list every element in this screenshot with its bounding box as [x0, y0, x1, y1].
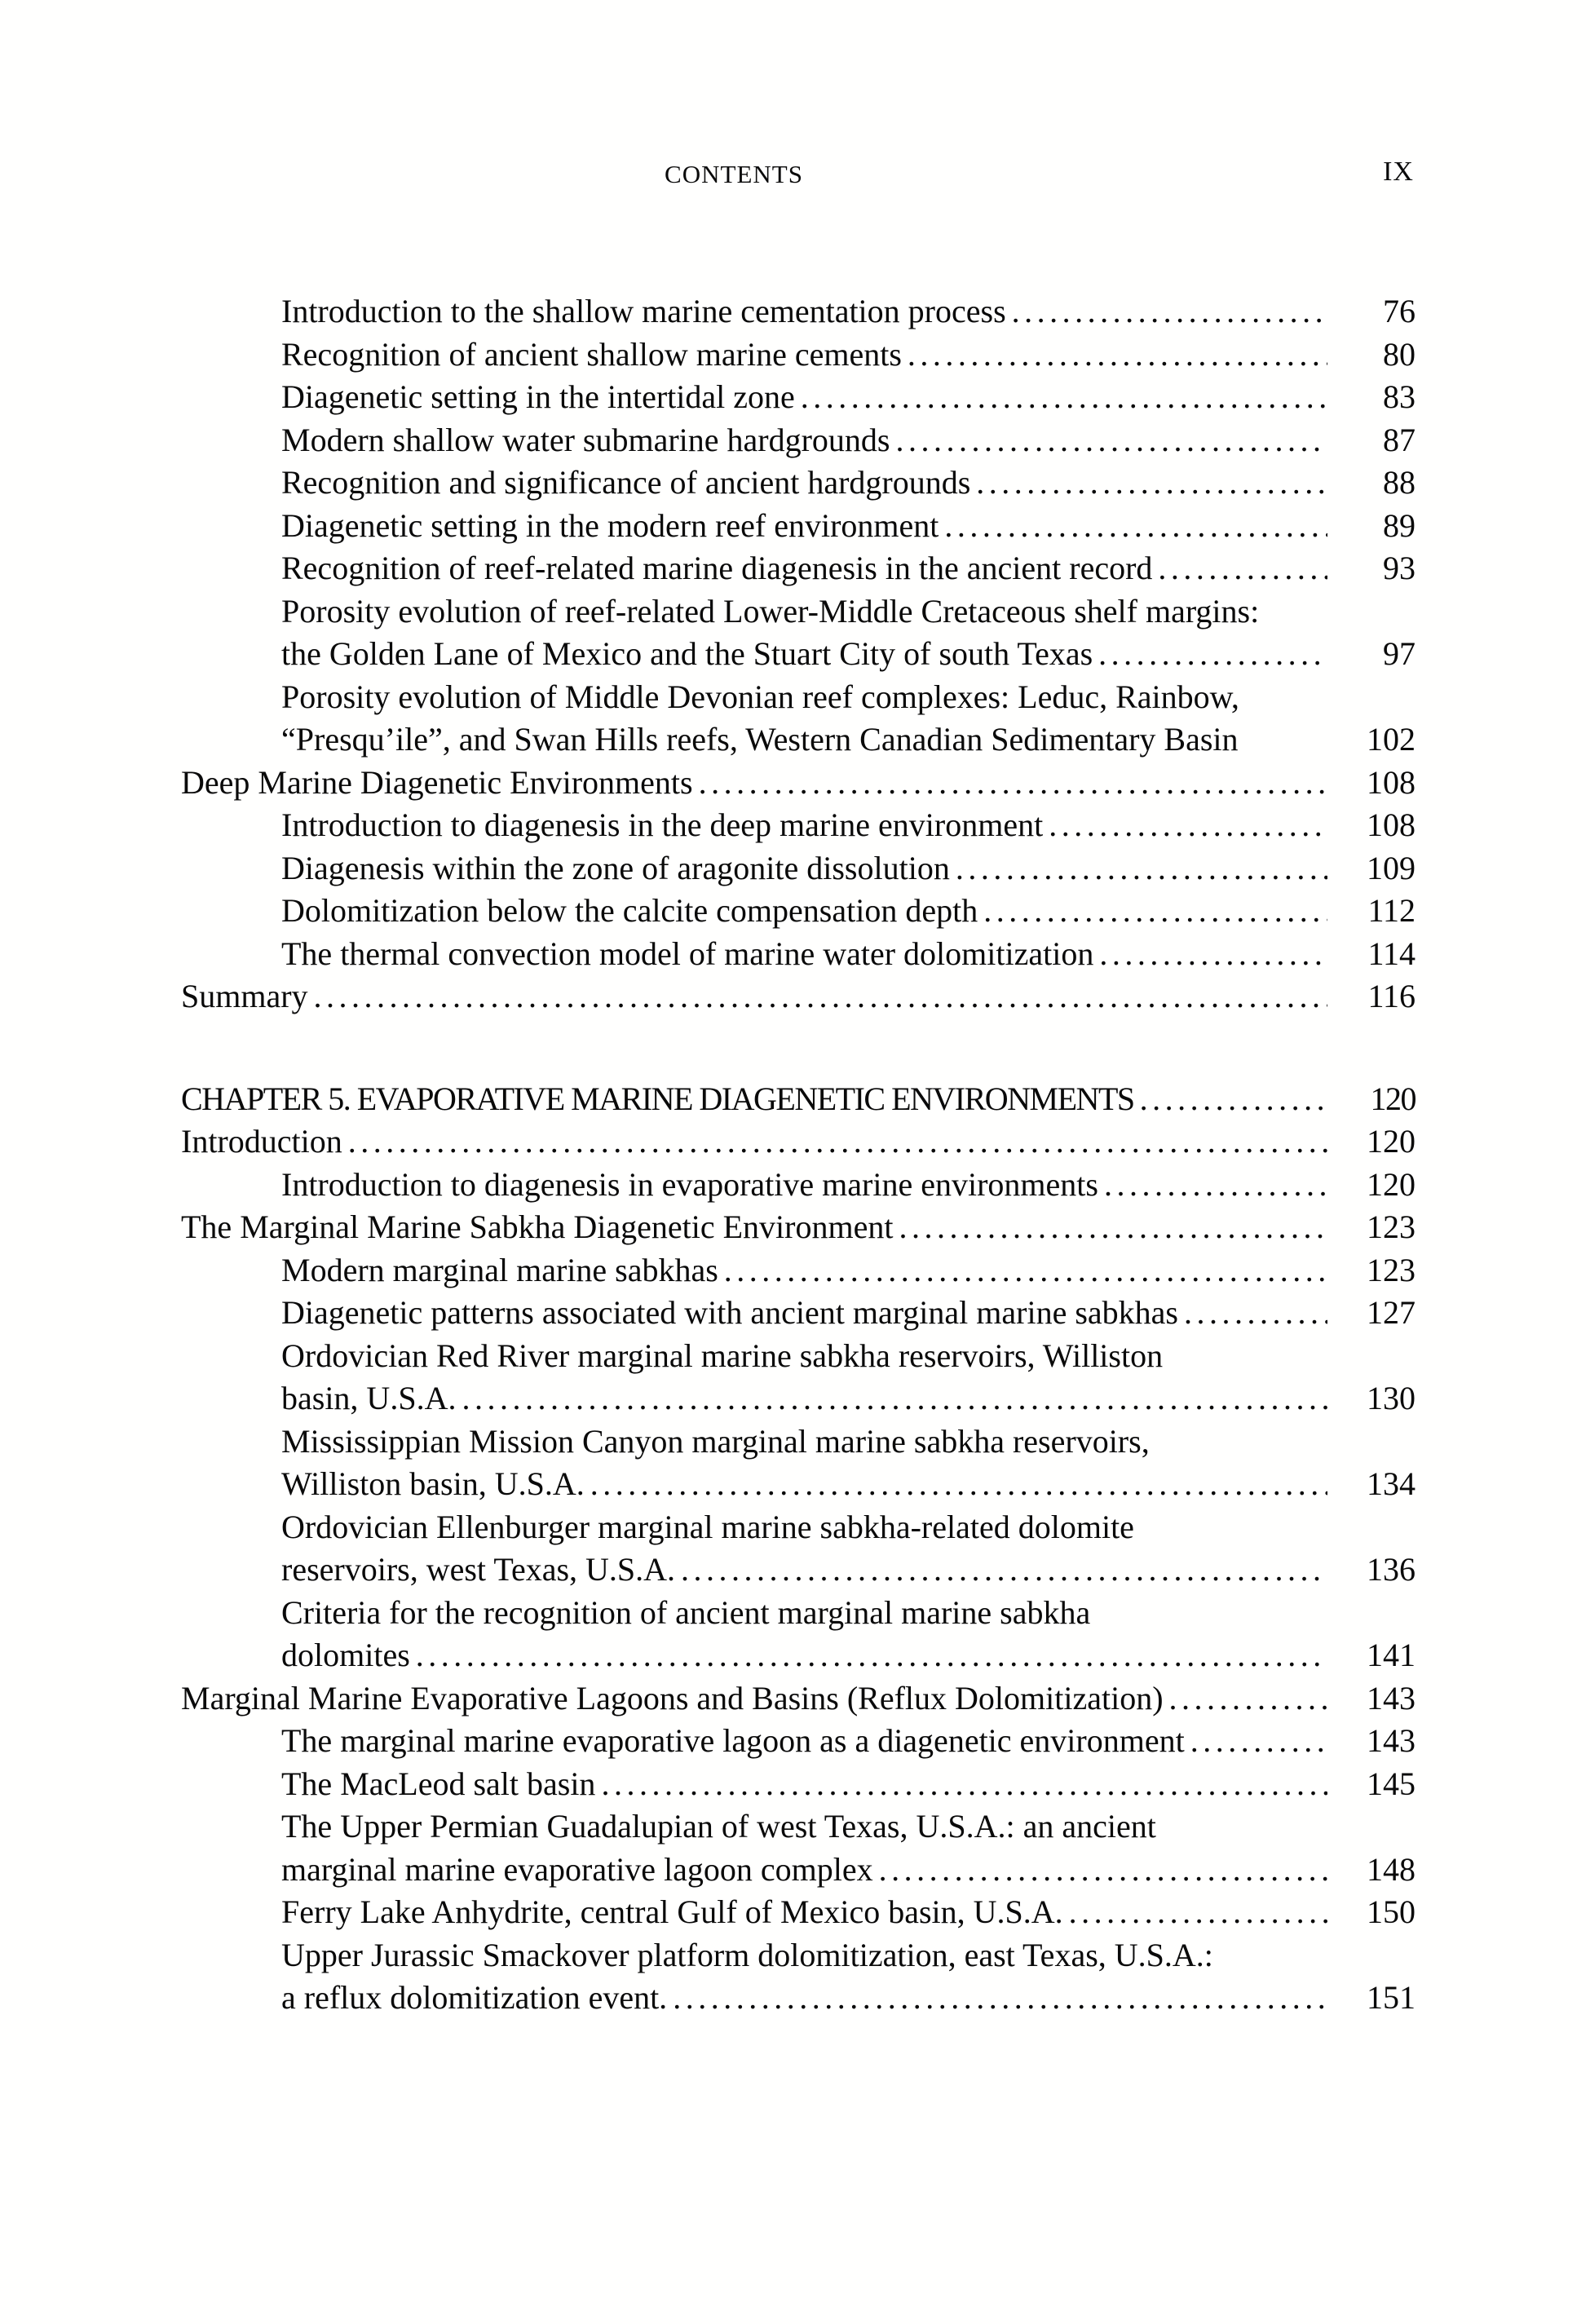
toc-entry-text: Porosity evolution of Middle Devonian reef complexes: Leduc, Rainbow, [281, 678, 1239, 715]
toc-entry [181, 1078, 1416, 1121]
dot-leader [314, 975, 1327, 1018]
dot-leader [1069, 1891, 1327, 1934]
toc-page-number: 89 [1383, 506, 1416, 544]
toc-entry-text: Ordovician Red River marginal marine sabkha reservoirs, Williston [281, 1337, 1164, 1374]
toc-entry-text: Marginal Marine Evaporative Lagoons and Basins (Reflux Dolomitization) [181, 1679, 1164, 1716]
toc-entry [181, 290, 1416, 334]
dot-leader [673, 1977, 1327, 2020]
toc-page-number: 76 [1383, 293, 1416, 329]
toc-page-number: 123 [1367, 1251, 1416, 1288]
toc-entry [181, 419, 1416, 462]
toc-entry-text: the Golden Lane of Mexico and the Stuart City of south Texas [281, 635, 1093, 672]
toc-entry-text: Introduction to the shallow marine cementation process [281, 293, 1006, 329]
toc-entry-text: Ordovician Ellenburger marginal marine sabkha-related dolomite [281, 1508, 1134, 1545]
toc-page-number: 148 [1367, 1850, 1416, 1888]
toc-entry [181, 1634, 1416, 1677]
toc-entry-text: CHAPTER 5. EVAPORATIVE MARINE DIAGENETIC ENVIRONMENTS [181, 1080, 1134, 1117]
dot-leader [1158, 547, 1327, 590]
toc-entry [181, 1805, 1416, 1849]
toc-entry-text: Mississippian Mission Canyon marginal marine sabkha reservoirs, [281, 1422, 1150, 1460]
toc-entry [181, 547, 1416, 590]
toc-entry [181, 1549, 1416, 1592]
toc-entry-text: Diagenesis within the zone of aragonite dissolution [281, 849, 950, 886]
toc-entry [181, 334, 1416, 377]
toc-entry-text: Modern marginal marine sabkhas [281, 1251, 718, 1288]
toc-entry-text: Criteria for the recognition of ancient marginal marine sabkha [281, 1593, 1091, 1631]
dot-leader [1190, 1720, 1327, 1763]
dot-leader [908, 334, 1327, 377]
toc-entry-text: basin, U.S.A. [281, 1380, 457, 1416]
dot-leader [879, 1849, 1327, 1892]
toc-entry-text: Williston basin, U.S.A. [281, 1465, 585, 1502]
toc-entry [181, 1934, 1416, 1977]
dot-leader [1140, 1078, 1327, 1121]
toc-entry-text: Modern shallow water submarine hardgrounds [281, 421, 890, 458]
toc-entry-text: Recognition and significance of ancient hardgrounds [281, 464, 971, 501]
toc-entry-text: Ferry Lake Anhydrite, central Gulf of Mexico basin, U.S.A. [281, 1893, 1063, 1930]
toc-entry-text: The Upper Permian Guadalupian of west Texas, U.S.A.: an ancient [281, 1808, 1156, 1845]
toc-entry-text: The marginal marine evaporative lagoon as a diagenetic environment [281, 1722, 1185, 1759]
toc-page-number: 83 [1383, 378, 1416, 415]
dot-leader [1012, 290, 1327, 334]
dot-leader [601, 1763, 1327, 1806]
toc-entry-text: marginal marine evaporative lagoon complex [281, 1850, 873, 1888]
toc-page-number: 134 [1367, 1465, 1416, 1502]
toc-entry [181, 1120, 1416, 1164]
dot-leader [681, 1549, 1327, 1592]
toc-entry [181, 376, 1416, 419]
toc-entry [181, 1592, 1416, 1635]
toc-entry [181, 590, 1416, 634]
dot-leader [590, 1463, 1327, 1506]
toc-entry [181, 1677, 1416, 1721]
toc-page-number: 143 [1367, 1679, 1416, 1716]
dot-leader [416, 1634, 1327, 1677]
toc-page-number: 93 [1383, 550, 1416, 586]
dot-leader [348, 1120, 1327, 1164]
toc-page-number: 109 [1367, 849, 1416, 886]
dot-leader [899, 1206, 1327, 1249]
toc-entry [181, 1335, 1416, 1378]
toc-entry [181, 762, 1416, 805]
toc-entry [181, 890, 1416, 933]
toc-entry [181, 505, 1416, 548]
toc-page-number: 150 [1367, 1893, 1416, 1930]
toc-page-number: 141 [1367, 1637, 1416, 1673]
toc-entry-text: The MacLeod salt basin [281, 1765, 596, 1802]
dot-leader [956, 847, 1327, 890]
dot-leader [699, 762, 1327, 805]
dot-leader [1169, 1677, 1327, 1721]
toc-entry [181, 718, 1416, 762]
dot-leader [895, 419, 1327, 462]
toc-entry-text: Introduction [181, 1123, 342, 1160]
toc-page-number: 80 [1383, 335, 1416, 373]
folio-page-number: IX [1383, 157, 1414, 187]
dot-leader [1104, 1164, 1327, 1207]
toc-page-number: 88 [1383, 464, 1416, 501]
toc-entry-text: Diagenetic setting in the modern reef environment [281, 506, 939, 544]
toc-entry [181, 1377, 1416, 1420]
toc-entry [181, 1977, 1416, 2020]
toc-page-number: 120 [1367, 1165, 1416, 1203]
toc-entry [181, 676, 1416, 719]
dot-leader [801, 376, 1327, 419]
dot-leader [1184, 1292, 1327, 1335]
toc-page-number: 136 [1367, 1551, 1416, 1588]
toc-entry-text: Introduction to diagenesis in the deep marine environment [281, 806, 1044, 843]
toc-entry [181, 1292, 1416, 1335]
toc-entry-text: “Presqu’ile”, and Swan Hills reefs, Western Canadian Sedimentary Basin [281, 721, 1239, 758]
dot-leader [944, 505, 1327, 548]
toc-page-number: 120 [1370, 1080, 1416, 1117]
toc-entry-text: a reflux dolomitization event. [281, 1979, 668, 2016]
toc-page-number: 143 [1367, 1722, 1416, 1759]
toc-page-number: 97 [1383, 635, 1416, 672]
toc-entry [181, 1720, 1416, 1763]
toc-entry-text: dolomites [281, 1637, 410, 1673]
toc-page-number: 116 [1367, 978, 1416, 1014]
dot-leader [462, 1377, 1327, 1420]
toc-page-number: 145 [1367, 1765, 1416, 1802]
dot-leader [1099, 933, 1327, 976]
toc-page-number: 130 [1367, 1380, 1416, 1416]
toc-page-number: 151 [1367, 1979, 1416, 2016]
toc-entry [181, 1206, 1416, 1249]
toc-page-number: 114 [1367, 934, 1416, 972]
toc-entry [181, 975, 1416, 1018]
toc-entry-text: Dolomitization below the calcite compensation depth [281, 892, 978, 929]
toc-entry [181, 462, 1416, 505]
dot-leader [1049, 804, 1327, 847]
dot-leader [983, 890, 1327, 933]
toc-entry [181, 1506, 1416, 1549]
toc-entry-text: Deep Marine Diagenetic Environments [181, 763, 693, 801]
toc-entry [181, 804, 1416, 847]
dot-leader [1098, 633, 1327, 676]
toc-entry [181, 633, 1416, 676]
toc-entry [181, 847, 1416, 890]
toc-entry-text: Recognition of reef-related marine diagenesis in the ancient record [281, 550, 1153, 586]
toc-entry [181, 1164, 1416, 1207]
toc-page-number: 127 [1367, 1294, 1416, 1331]
toc-page-number: 112 [1367, 892, 1416, 929]
toc-page-number: 102 [1367, 721, 1416, 758]
toc-entry [181, 1249, 1416, 1292]
toc-page-number: 87 [1383, 421, 1416, 458]
toc-entry [181, 933, 1416, 976]
toc-entry [181, 1849, 1416, 1892]
toc-entry-text: Upper Jurassic Smackover platform dolomitization, east Texas, U.S.A.: [281, 1936, 1213, 1973]
toc-page-number: 108 [1367, 806, 1416, 843]
toc-page-number: 120 [1367, 1123, 1416, 1160]
toc-entry [181, 1891, 1416, 1934]
toc-entry-text: reservoirs, west Texas, U.S.A. [281, 1551, 676, 1588]
page-title: CONTENTS [665, 160, 803, 188]
toc-entry-text: The thermal convection model of marine water dolomitization [281, 934, 1094, 972]
toc-entry-text: Summary [181, 978, 308, 1014]
toc-entry-text: Porosity evolution of reef-related Lower-Middle Cretaceous shelf margins: [281, 592, 1260, 630]
toc-entry-text: Recognition of ancient shallow marine cements [281, 335, 902, 373]
toc-entry-text: Diagenetic patterns associated with ancient marginal marine sabkhas [281, 1294, 1178, 1331]
toc-page-number: 123 [1367, 1208, 1416, 1245]
dot-leader [976, 462, 1327, 505]
toc-entry-text: Diagenetic setting in the intertidal zone [281, 378, 795, 415]
toc-page-number: 108 [1367, 763, 1416, 801]
table-of-contents [181, 290, 1416, 2020]
toc-entry-text: The Marginal Marine Sabkha Diagenetic Environment [181, 1208, 894, 1245]
toc-entry-text: Introduction to diagenesis in evaporative marine environments [281, 1165, 1098, 1203]
toc-entry [181, 1463, 1416, 1506]
toc-entry [181, 1420, 1416, 1464]
dot-leader [724, 1249, 1327, 1292]
toc-entry [181, 1763, 1416, 1806]
